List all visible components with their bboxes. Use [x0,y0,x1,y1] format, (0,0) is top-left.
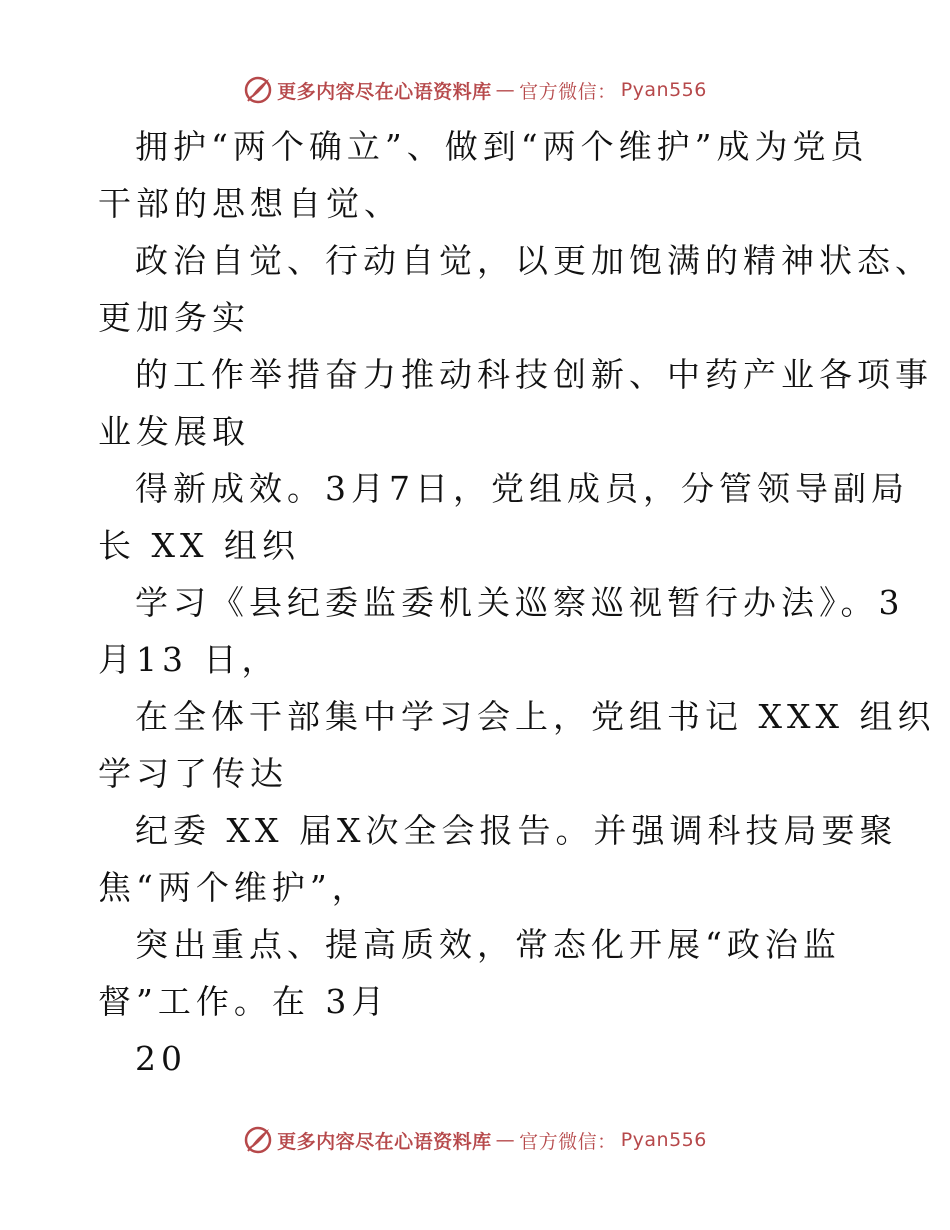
watermark-wechat-label: 官方微信： [519,80,617,103]
text-line: 政治自觉、行动自觉，以更加饱满的精神状态、 [135,241,933,280]
watermark-brand: 更多内容尽在心语资料库 [277,1130,492,1153]
document-body [98,118,936,1087]
text-line: 业发展取 [98,412,250,451]
watermark-separator: — [495,1129,516,1151]
text-line: 20 [135,1039,187,1078]
footer-watermark [0,1125,950,1155]
watermark-brand: 更多内容尽在心语资料库 [277,80,492,103]
text-line: 月13 日， [98,640,280,679]
text-line: 焦“两个维护”， [98,868,370,907]
text-line: 干部的思想自觉、 [98,184,402,223]
feather-quill-logo-icon [243,75,273,105]
header-watermark [0,75,950,105]
text-line: 学习了传达 [98,754,288,793]
text-line: 的工作举措奋力推动科技创新、中药产业各项事 [135,355,933,394]
text-line: 纪委 XX 届X次全会报告。并强调科技局要聚 [135,811,898,850]
watermark-wechat-id: Pyan556 [620,79,707,101]
text-line: 拥护“两个确立”、做到“两个维护”成为党员 [135,127,869,166]
text-line: 学习《县纪委监委机关巡察巡视暂行办法》。3 [135,583,905,622]
text-line: 在全体干部集中学习会上，党组书记 XXX 组织 [135,697,936,736]
text-line: 更加务实 [98,298,250,337]
text-line: 长 XX 组织 [98,526,300,565]
text-line: 得新成效。3月7日，党组成员，分管领导副局 [135,469,909,508]
watermark-separator: — [495,79,516,101]
watermark-wechat-id: Pyan556 [620,1129,707,1151]
feather-quill-logo-icon [243,1125,273,1155]
text-line: 突出重点、提高质效，常态化开展“政治监 [135,925,841,964]
watermark-wechat-label: 官方微信： [519,1130,617,1153]
text-line: 督”工作。在 3月 [98,982,390,1021]
